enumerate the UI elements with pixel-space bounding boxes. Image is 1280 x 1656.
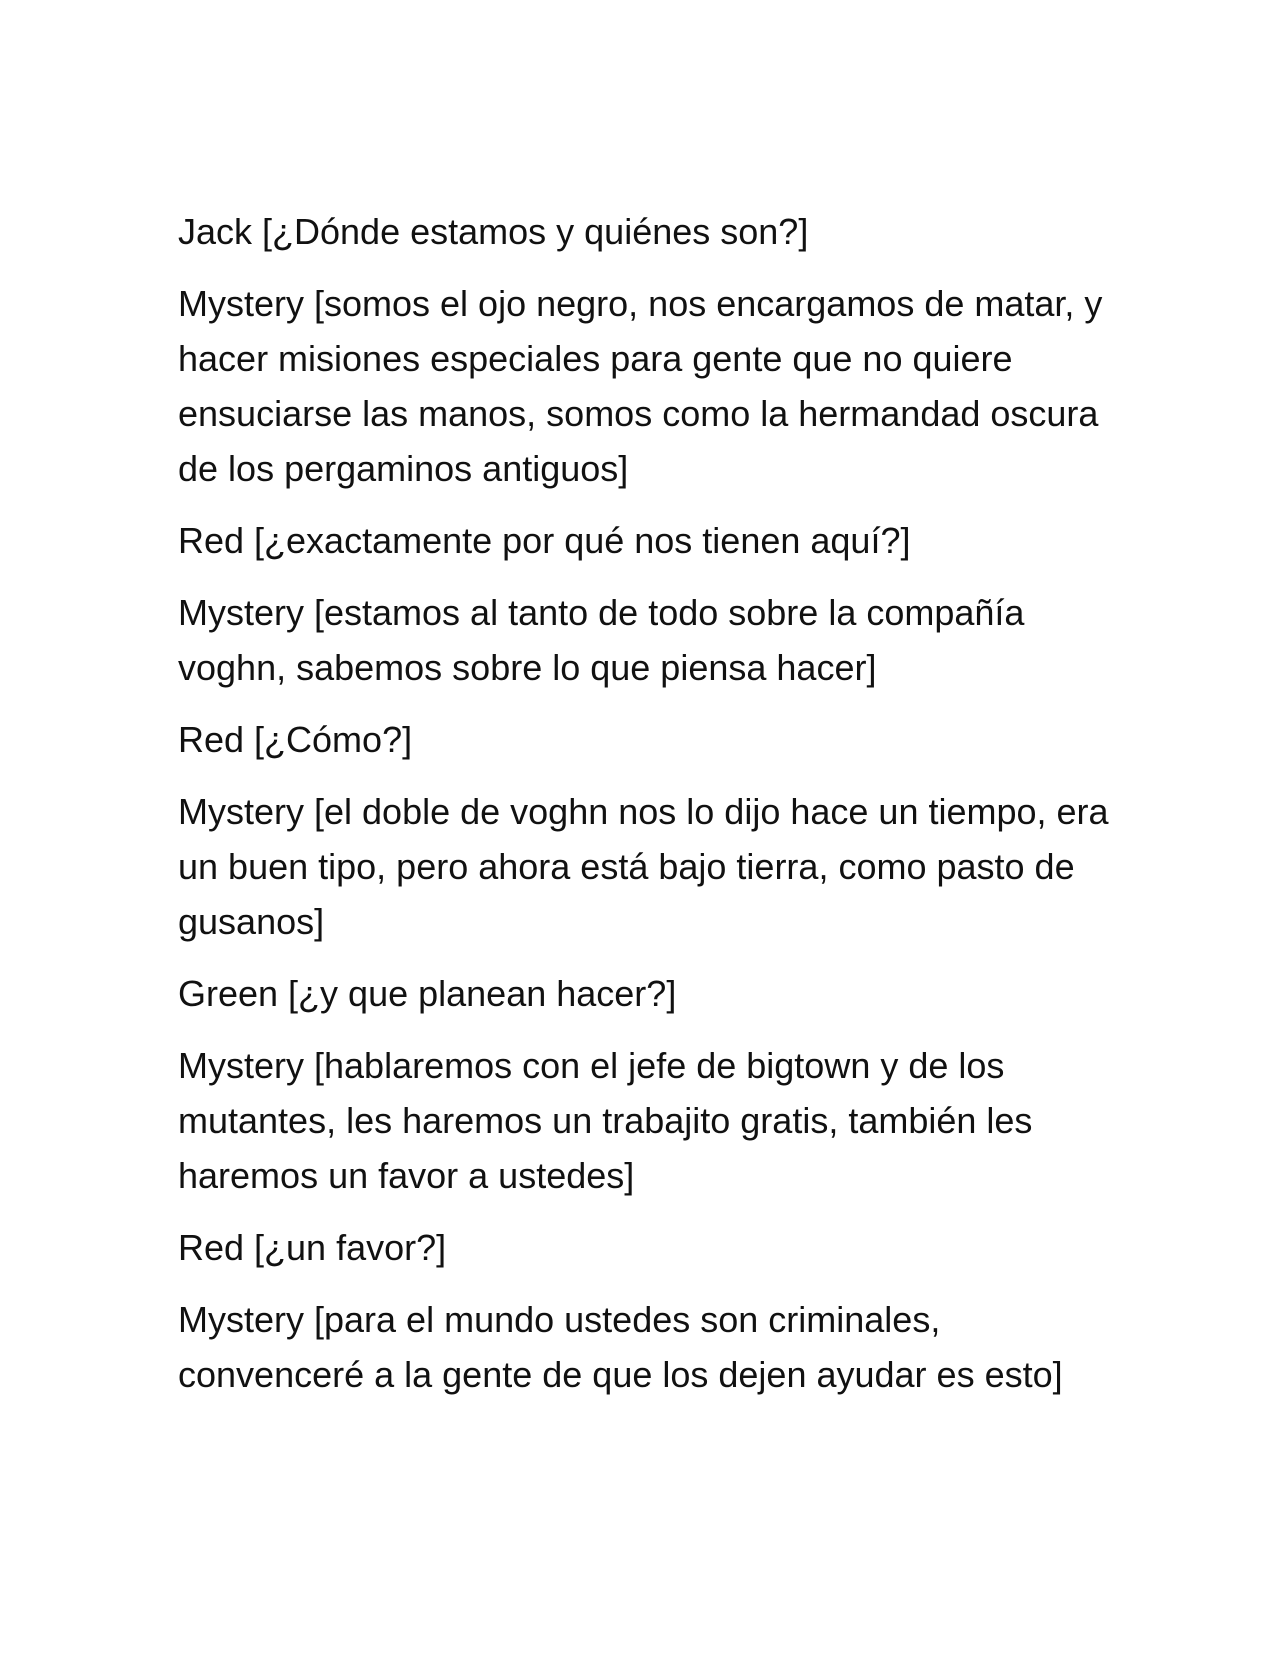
dialogue-line-mystery: Mystery [el doble de voghn nos lo dijo hace un tiempo, era un buen tipo, pero ahora está bajo tierra, como pasto de gusanos] — [178, 791, 1109, 942]
document-body — [178, 204, 1118, 1419]
dialogue-line-green: Green [¿y que planean hacer?] — [178, 973, 677, 1014]
dialogue-line-mystery: Mystery [hablaremos con el jefe de bigtown y de los mutantes, les haremos un trabajito gratis, también les haremos un favor a ustedes] — [178, 1045, 1033, 1196]
dialogue-line-mystery: Mystery [estamos al tanto de todo sobre la compañía voghn, sabemos sobre lo que piensa hacer] — [178, 592, 1025, 688]
dialogue-line-red: Red [¿exactamente por qué nos tienen aquí?] — [178, 520, 911, 561]
dialogue-line-jack: Jack [¿Dónde estamos y quiénes son?] — [178, 211, 809, 252]
dialogue-line-mystery: Mystery [para el mundo ustedes son criminales, convenceré a la gente de que los dejen ayudar es esto] — [178, 1299, 1063, 1395]
dialogue-line-mystery: Mystery [somos el ojo negro, nos encargamos de matar, y hacer misiones especiales para gente que no quiere ensuciarse las manos, somos como la hermandad oscura de los pergaminos antiguos] — [178, 283, 1103, 489]
dialogue-line-red: Red [¿Cómo?] — [178, 719, 413, 760]
dialogue-line-red: Red [¿un favor?] — [178, 1227, 447, 1268]
